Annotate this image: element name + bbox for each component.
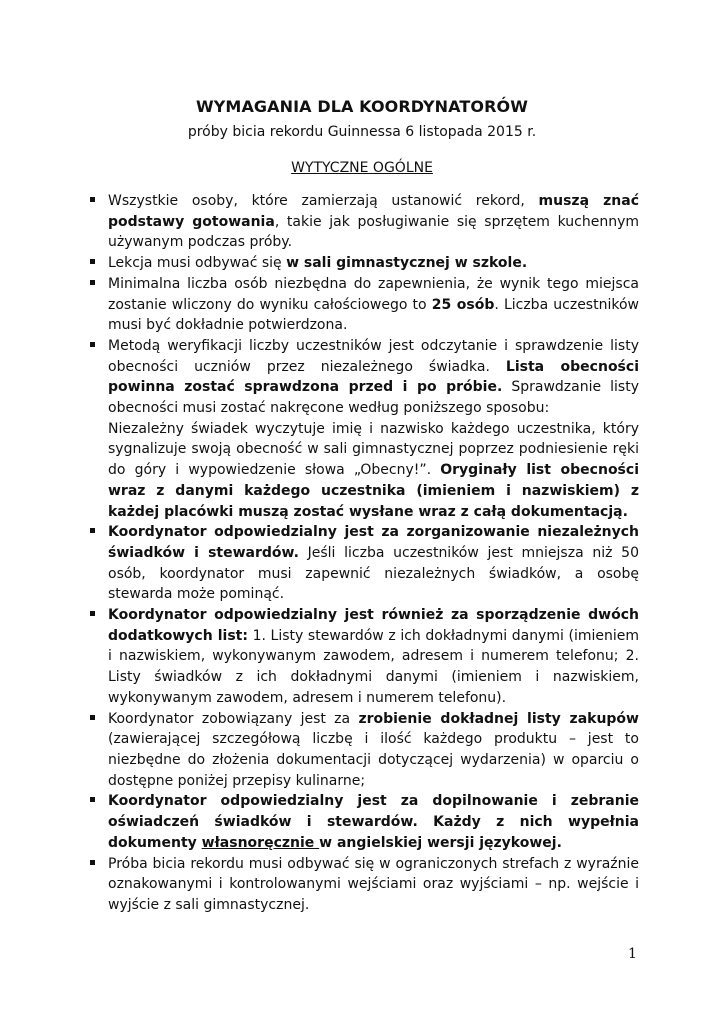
list-item: Koordynator odpowiedzialny jest za zorganizowanie niezależnych świadków i stewardów. Jeśli liczba uczestników jest mniejsza niż 50 osób, koordynator musi zapewnić niezależnych świadków, a osobę stewarda może pominąć. — [90, 522, 639, 605]
bullet-icon — [90, 797, 95, 802]
bullet-icon — [90, 259, 95, 264]
bullet-icon — [90, 280, 95, 285]
page-number: 1 — [628, 946, 637, 962]
list-item: Koordynator odpowiedzialny jest za dopilnowanie i zebranie oświadczeń świadków i stewardów. Każdy z nich wypełnia dokumenty własnoręcznie w angielskiej wersji językowej. — [90, 791, 639, 853]
section-heading: WYTYCZNE OGÓLNE — [291, 160, 433, 176]
list-item: Lekcja musi odbywać się w sali gimnastycznej w szkole. — [90, 253, 639, 274]
bullet-icon — [90, 197, 95, 202]
list-item: Próba bicia rekordu musi odbywać się w ograniczonych strefach z wyraźnie oznakowanymi i kontrolowanymi wejściami oraz wyjściami – np. wejście i wyjście z sali gimnastycznej. — [90, 854, 639, 916]
document-subtitle: próby bicia rekordu Guinnessa 6 listopada 2015 r. — [187, 124, 537, 140]
bullet-icon — [90, 611, 95, 616]
list-item: Koordynator zobowiązany jest za zrobienie dokładnej listy zakupów (zawierającej szczegółową liczbę i ilość każdego produktu – jest to niezbędne do złożenia dokumentacji dotyczącej wydarzenia) w oparciu o dostępne poniżej przepisy kulinarne; — [90, 709, 639, 792]
bullet-icon — [90, 860, 95, 865]
guidelines-list — [90, 191, 639, 916]
list-item: Wszystkie osoby, które zamierzają ustanowić rekord, muszą znać podstawy gotowania, takie jak posługiwanie się sprzętem kuchennym używanym podczas próby. — [90, 191, 639, 253]
list-item: Metodą weryfikacji liczby uczestników jest odczytanie i sprawdzenie listy obecności uczniów przez niezależnego świadka. Lista obecności powinna zostać sprawdzona przed i po próbie. Sprawdzanie listy obecności musi zostać nakręcone według poniższego sposobu: Niezależny świadek wyczytuje imię i nazwisko każdego uczestnika, który sygnalizuje swoją obecność w sali gimnastycznej poprzez podniesienie ręki do góry i wypowiedzenie słowa „Obecny!”. Oryginały list obecności wraz z danymi każdego uczestnika (imieniem i nazwiskiem) z każdej placówki muszą zostać wysłane wraz z całą dokumentacją. — [90, 336, 639, 522]
bullet-icon — [90, 715, 95, 720]
document-title: WYMAGANIA DLA KOORDYNATORÓW — [195, 97, 528, 116]
bullet-icon — [90, 528, 95, 533]
list-item: Minimalna liczba osób niezbędna do zapewnienia, że wynik tego miejsca zostanie wliczony do wyniku całościowego to 25 osób. Liczba uczestników musi być dokładnie potwierdzona. — [90, 274, 639, 336]
bullet-icon — [90, 342, 95, 347]
list-item: Koordynator odpowiedzialny jest również za sporządzenie dwóch dodatkowych list: 1. Listy stewardów z ich dokładnymi danymi (imieniem i nazwiskiem, wykonywanym zawodem, adresem i numerem telefonu; 2. Listy świadków z ich dokładnymi danymi (imieniem i nazwiskiem, wykonywanym zawodem, adresem i numerem telefonu). — [90, 605, 639, 709]
